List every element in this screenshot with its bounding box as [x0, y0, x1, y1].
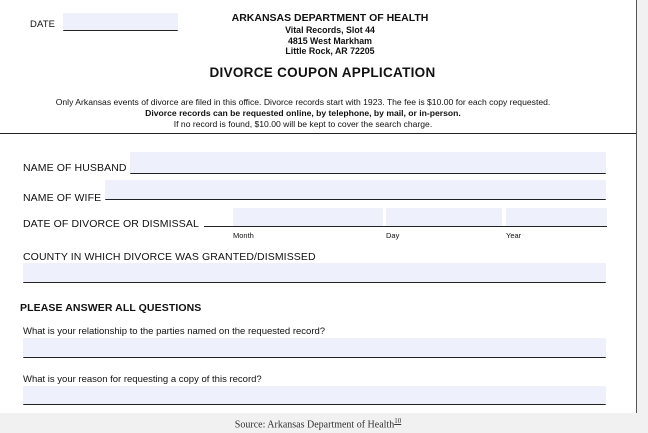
form-title: DIVORCE COUPON APPLICATION [209, 65, 436, 80]
info-line: If no record is found, $10.00 will be kept to cover the search charge. [173, 119, 433, 129]
divorce-date-rule [204, 226, 607, 227]
address-block [210, 25, 450, 57]
reason-question: What is your reason for requesting a copy of this record? [23, 374, 262, 385]
date-field[interactable] [63, 13, 178, 31]
year-caption: Year [506, 231, 522, 240]
wife-label: NAME OF WIFE [23, 192, 102, 204]
husband-name-field[interactable] [130, 152, 606, 174]
divorce-date-label: DATE OF DIVORCE OR DISMISSAL [23, 218, 199, 230]
info-line: Divorce records can be requested online, by telephone, by mail, or in-person. [145, 108, 461, 118]
questions-heading: PLEASE ANSWER ALL QUESTIONS [20, 302, 202, 314]
address-line: Vital Records, Slot 44 [285, 25, 375, 35]
address-line: Little Rock, AR 72205 [285, 46, 375, 56]
relationship-answer-field[interactable] [23, 338, 606, 358]
divorce-month-field[interactable] [233, 208, 383, 226]
section-divider [0, 133, 636, 134]
county-field[interactable] [23, 263, 606, 283]
info-line: Only Arkansas events of divorce are filed in this office. Divorce records start with 1923. The fee is $10.00 for each copy requested. [55, 97, 551, 107]
county-label: COUNTY IN WHICH DIVORCE WAS GRANTED/DISMISSED [23, 251, 316, 263]
relationship-question: What is your relationship to the parties named on the requested record? [23, 326, 326, 337]
info-block [0, 97, 606, 130]
address-line: 4815 West Markham [288, 35, 372, 46]
date-label: DATE [30, 19, 56, 30]
month-caption: Month [233, 231, 254, 240]
husband-label: NAME OF HUSBAND [23, 162, 127, 174]
source-caption [0, 413, 636, 430]
divorce-day-field[interactable] [386, 208, 502, 226]
divorce-year-field[interactable] [506, 208, 607, 226]
department-name: ARKANSAS DEPARTMENT OF HEALTH [231, 12, 429, 24]
caption-text: Source: Arkansas Department of Health [234, 419, 395, 431]
day-caption: Day [386, 231, 400, 240]
wife-name-field[interactable] [105, 180, 606, 200]
footnote-link[interactable]: 10 [394, 417, 402, 425]
reason-answer-field[interactable] [23, 386, 606, 405]
